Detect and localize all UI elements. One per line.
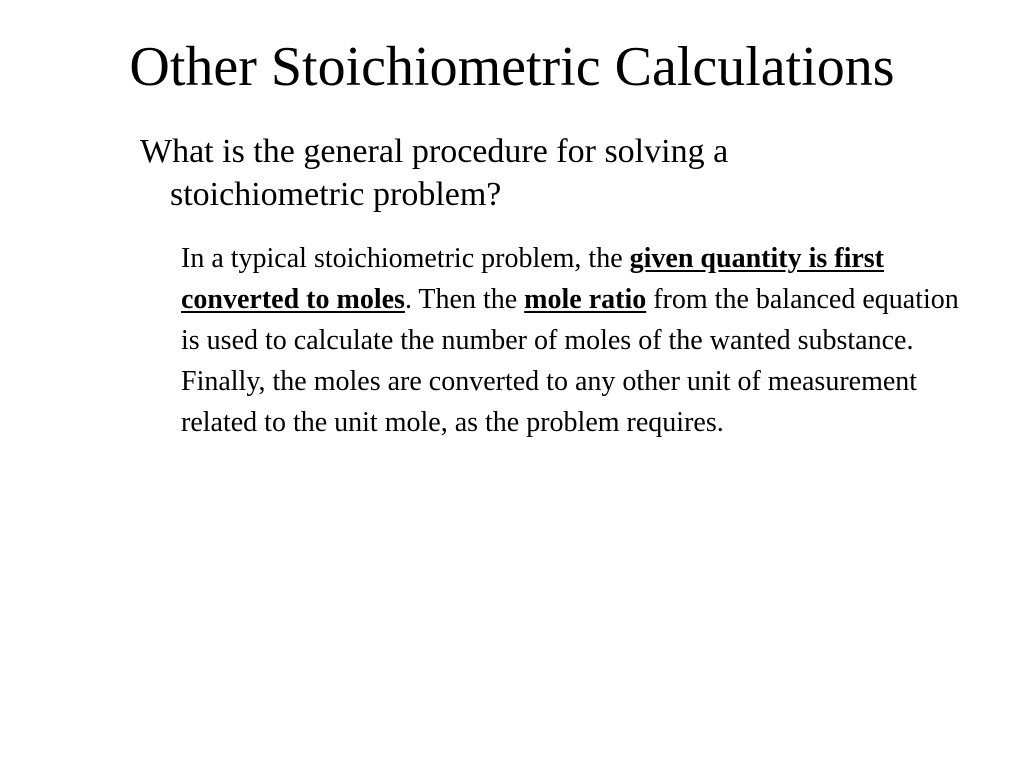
answer-emphasis-mole-ratio: mole ratio [524, 284, 647, 315]
slide-title: Other Stoichiometric Calculations [129, 36, 895, 98]
answer-paragraph [181, 238, 981, 443]
answer-emphasis-given-quantity: given quantity is first converted to moles [181, 243, 885, 315]
question-text: What is the general procedure for solving a stoichiometric problem? [140, 133, 729, 213]
answer-text-part-2: . Then the [404, 284, 525, 315]
answer-text-part-1: In a typical stoichiometric problem, the [181, 243, 630, 274]
answer-text-part-3: from the balanced equation is used to calculate the number of moles of the wanted substance. Finally, the moles are converted to any other unit of measurement related to the unit mole, as the problem requires. [181, 284, 959, 438]
